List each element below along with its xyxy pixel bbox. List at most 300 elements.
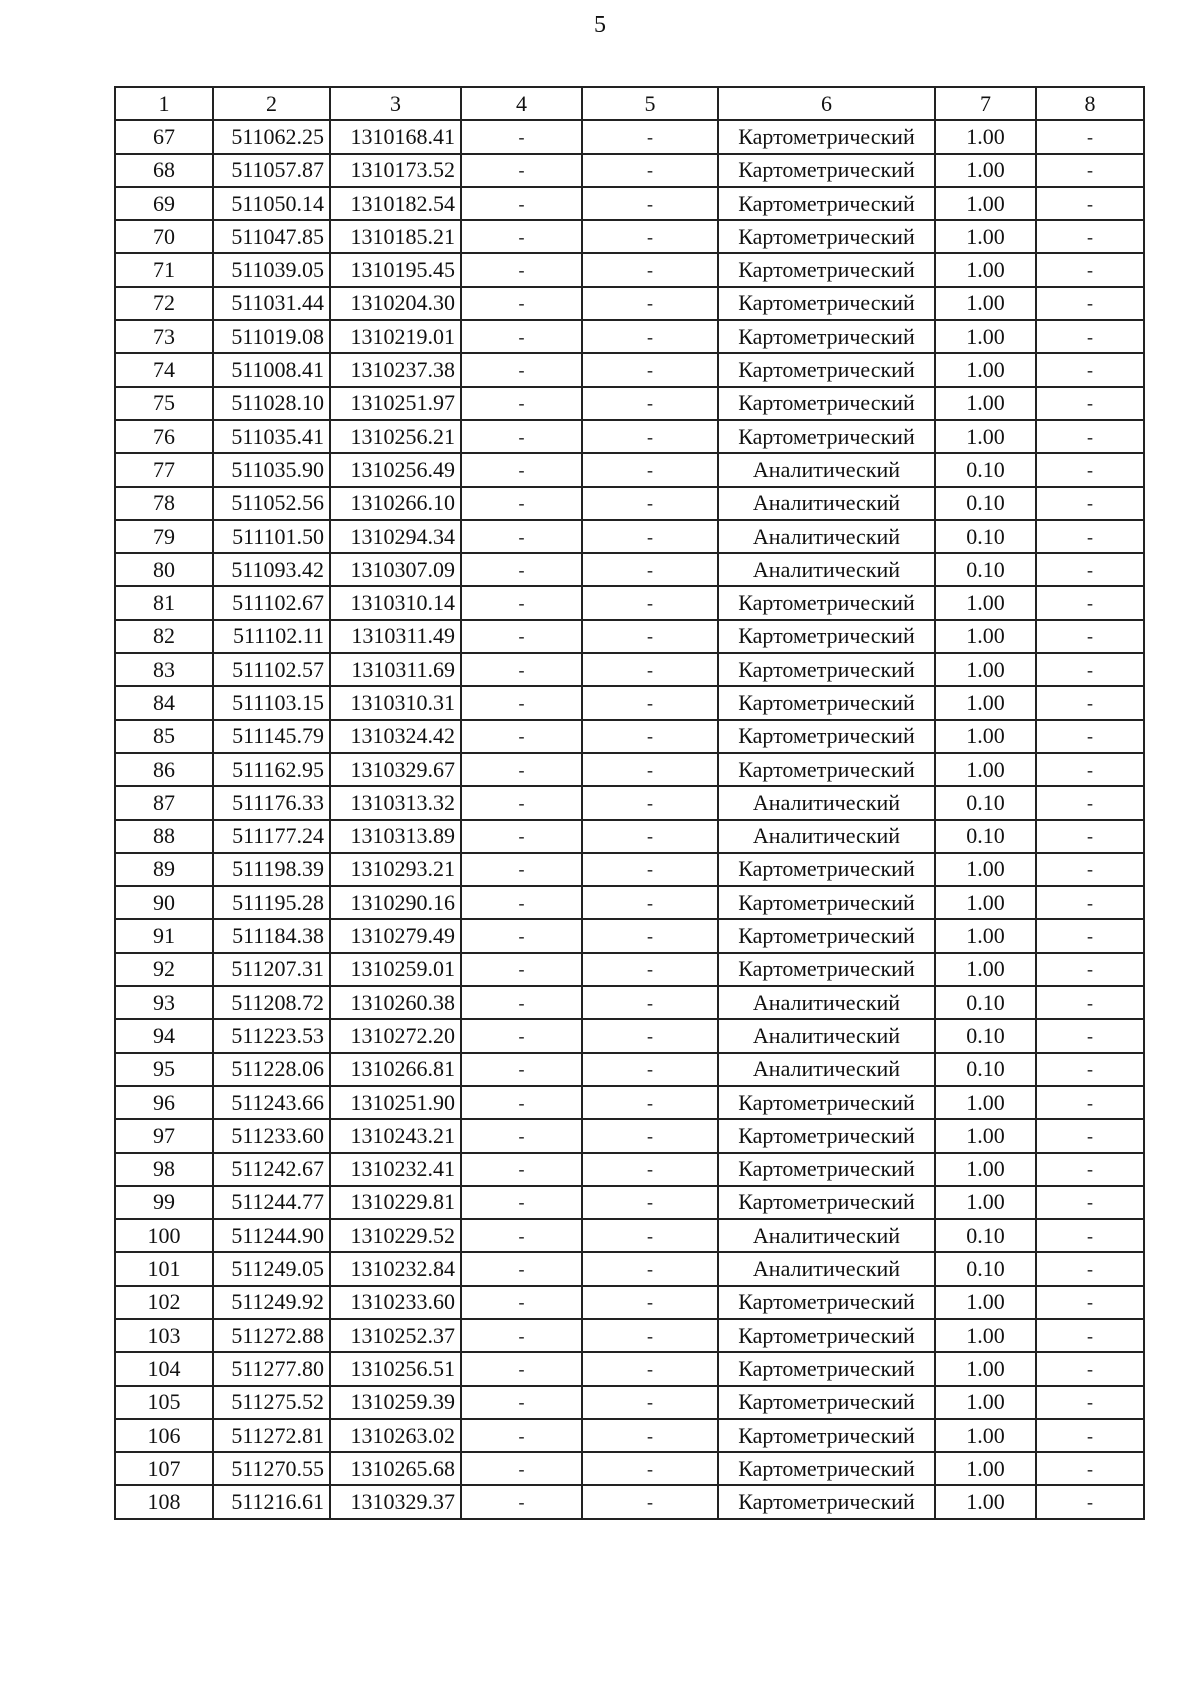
col-x-cell: 511228.06 (213, 1053, 330, 1086)
col-x-cell: 511035.90 (213, 453, 330, 486)
col-y-cell: 1310310.14 (330, 586, 461, 619)
coordinates-table (114, 86, 1145, 1520)
col-x-cell: 511050.14 (213, 187, 330, 220)
col-5-cell: - (582, 653, 718, 686)
col-5-cell: - (582, 986, 718, 1019)
table-row (115, 1252, 1144, 1285)
col-y-cell: 1310266.81 (330, 1053, 461, 1086)
table-row (115, 1086, 1144, 1119)
col-y-cell: 1310324.42 (330, 720, 461, 753)
col-8-cell: - (1036, 953, 1144, 986)
col-8-cell: - (1036, 586, 1144, 619)
col-x-cell: 511242.67 (213, 1153, 330, 1186)
col-accuracy-cell: 1.00 (935, 653, 1036, 686)
col-5-cell: - (582, 287, 718, 320)
col-method-cell: Картометрический (718, 387, 935, 420)
column-header-2: 2 (213, 87, 330, 120)
col-accuracy-cell: 1.00 (935, 1153, 1036, 1186)
col-accuracy-cell: 1.00 (935, 320, 1036, 353)
col-y-cell: 1310272.20 (330, 1019, 461, 1052)
col-y-cell: 1310259.01 (330, 953, 461, 986)
col-method-cell: Аналитический (718, 1219, 935, 1252)
col-8-cell: - (1036, 154, 1144, 187)
col-point-number-cell: 102 (115, 1286, 213, 1319)
col-point-number-cell: 104 (115, 1352, 213, 1385)
col-method-cell: Картометрический (718, 1452, 935, 1485)
col-accuracy-cell: 1.00 (935, 919, 1036, 952)
table-row (115, 853, 1144, 886)
col-point-number-cell: 75 (115, 387, 213, 420)
col-8-cell: - (1036, 919, 1144, 952)
table-row (115, 953, 1144, 986)
col-4-cell: - (461, 187, 582, 220)
col-8-cell: - (1036, 1153, 1144, 1186)
col-point-number-cell: 69 (115, 187, 213, 220)
col-5-cell: - (582, 253, 718, 286)
col-8-cell: - (1036, 1386, 1144, 1419)
col-point-number-cell: 93 (115, 986, 213, 1019)
col-y-cell: 1310293.21 (330, 853, 461, 886)
table-row (115, 453, 1144, 486)
col-5-cell: - (582, 1452, 718, 1485)
col-5-cell: - (582, 187, 718, 220)
col-8-cell: - (1036, 120, 1144, 153)
col-x-cell: 511101.50 (213, 520, 330, 553)
col-method-cell: Картометрический (718, 653, 935, 686)
col-point-number-cell: 97 (115, 1119, 213, 1152)
col-y-cell: 1310256.49 (330, 453, 461, 486)
col-4-cell: - (461, 220, 582, 253)
col-4-cell: - (461, 287, 582, 320)
col-point-number-cell: 94 (115, 1019, 213, 1052)
col-accuracy-cell: 1.00 (935, 420, 1036, 453)
col-point-number-cell: 68 (115, 154, 213, 187)
col-accuracy-cell: 1.00 (935, 1086, 1036, 1119)
col-method-cell: Аналитический (718, 820, 935, 853)
col-8-cell: - (1036, 1452, 1144, 1485)
col-method-cell: Аналитический (718, 1252, 935, 1285)
col-y-cell: 1310195.45 (330, 253, 461, 286)
col-y-cell: 1310266.10 (330, 487, 461, 520)
table-row (115, 1119, 1144, 1152)
col-y-cell: 1310310.31 (330, 686, 461, 719)
table-body (115, 120, 1144, 1518)
col-4-cell: - (461, 1053, 582, 1086)
col-5-cell: - (582, 320, 718, 353)
col-x-cell: 511184.38 (213, 919, 330, 952)
col-8-cell: - (1036, 520, 1144, 553)
col-method-cell: Картометрический (718, 1286, 935, 1319)
col-method-cell: Аналитический (718, 1053, 935, 1086)
col-x-cell: 511176.33 (213, 786, 330, 819)
col-4-cell: - (461, 154, 582, 187)
column-header-1: 1 (115, 87, 213, 120)
col-4-cell: - (461, 786, 582, 819)
col-5-cell: - (582, 154, 718, 187)
col-5-cell: - (582, 919, 718, 952)
col-8-cell: - (1036, 420, 1144, 453)
table-row (115, 187, 1144, 220)
table-row (115, 753, 1144, 786)
table-row (115, 320, 1144, 353)
col-point-number-cell: 70 (115, 220, 213, 253)
col-8-cell: - (1036, 1252, 1144, 1285)
table-header-row (115, 87, 1144, 120)
table-row (115, 586, 1144, 619)
col-accuracy-cell: 1.00 (935, 253, 1036, 286)
col-method-cell: Картометрический (718, 620, 935, 653)
table-row (115, 686, 1144, 719)
col-5-cell: - (582, 1252, 718, 1285)
col-8-cell: - (1036, 253, 1144, 286)
col-y-cell: 1310232.41 (330, 1153, 461, 1186)
col-point-number-cell: 84 (115, 686, 213, 719)
col-4-cell: - (461, 953, 582, 986)
col-5-cell: - (582, 820, 718, 853)
col-x-cell: 511272.81 (213, 1419, 330, 1452)
col-8-cell: - (1036, 487, 1144, 520)
col-y-cell: 1310259.39 (330, 1386, 461, 1419)
col-point-number-cell: 89 (115, 853, 213, 886)
col-y-cell: 1310263.02 (330, 1419, 461, 1452)
col-5-cell: - (582, 1219, 718, 1252)
col-5-cell: - (582, 1352, 718, 1385)
col-method-cell: Картометрический (718, 853, 935, 886)
col-8-cell: - (1036, 320, 1144, 353)
col-accuracy-cell: 1.00 (935, 620, 1036, 653)
table-row (115, 387, 1144, 420)
table-row (115, 1219, 1144, 1252)
col-y-cell: 1310237.38 (330, 353, 461, 386)
col-5-cell: - (582, 1119, 718, 1152)
col-y-cell: 1310279.49 (330, 919, 461, 952)
col-8-cell: - (1036, 620, 1144, 653)
col-8-cell: - (1036, 1352, 1144, 1385)
col-5-cell: - (582, 886, 718, 919)
col-accuracy-cell: 1.00 (935, 287, 1036, 320)
col-x-cell: 511277.80 (213, 1352, 330, 1385)
table-row (115, 1286, 1144, 1319)
table-row (115, 986, 1144, 1019)
column-header-6: 6 (718, 87, 935, 120)
col-method-cell: Аналитический (718, 453, 935, 486)
col-x-cell: 511102.11 (213, 620, 330, 653)
col-x-cell: 511093.42 (213, 553, 330, 586)
col-5-cell: - (582, 553, 718, 586)
col-8-cell: - (1036, 1419, 1144, 1452)
col-point-number-cell: 91 (115, 919, 213, 952)
col-accuracy-cell: 1.00 (935, 853, 1036, 886)
col-accuracy-cell: 0.10 (935, 1053, 1036, 1086)
col-point-number-cell: 85 (115, 720, 213, 753)
col-accuracy-cell: 0.10 (935, 786, 1036, 819)
col-4-cell: - (461, 720, 582, 753)
col-point-number-cell: 103 (115, 1319, 213, 1352)
col-y-cell: 1310290.16 (330, 886, 461, 919)
column-header-8: 8 (1036, 87, 1144, 120)
col-point-number-cell: 100 (115, 1219, 213, 1252)
col-5-cell: - (582, 753, 718, 786)
col-x-cell: 511062.25 (213, 120, 330, 153)
column-header-7: 7 (935, 87, 1036, 120)
col-method-cell: Картометрический (718, 1153, 935, 1186)
col-8-cell: - (1036, 1485, 1144, 1518)
col-x-cell: 511057.87 (213, 154, 330, 187)
col-point-number-cell: 101 (115, 1252, 213, 1285)
col-method-cell: Картометрический (718, 1485, 935, 1518)
col-y-cell: 1310329.67 (330, 753, 461, 786)
col-point-number-cell: 82 (115, 620, 213, 653)
col-4-cell: - (461, 1086, 582, 1119)
col-accuracy-cell: 0.10 (935, 487, 1036, 520)
col-5-cell: - (582, 387, 718, 420)
col-5-cell: - (582, 1319, 718, 1352)
col-4-cell: - (461, 1419, 582, 1452)
col-accuracy-cell: 1.00 (935, 120, 1036, 153)
col-8-cell: - (1036, 886, 1144, 919)
table-row (115, 1419, 1144, 1452)
col-accuracy-cell: 1.00 (935, 686, 1036, 719)
col-point-number-cell: 79 (115, 520, 213, 553)
col-method-cell: Картометрический (718, 187, 935, 220)
col-accuracy-cell: 0.10 (935, 1252, 1036, 1285)
col-method-cell: Аналитический (718, 786, 935, 819)
col-y-cell: 1310311.69 (330, 653, 461, 686)
col-x-cell: 511233.60 (213, 1119, 330, 1152)
col-4-cell: - (461, 686, 582, 719)
col-4-cell: - (461, 986, 582, 1019)
col-method-cell: Аналитический (718, 487, 935, 520)
col-method-cell: Картометрический (718, 154, 935, 187)
col-accuracy-cell: 1.00 (935, 1452, 1036, 1485)
col-4-cell: - (461, 1286, 582, 1319)
table-row (115, 1186, 1144, 1219)
col-4-cell: - (461, 253, 582, 286)
col-4-cell: - (461, 1485, 582, 1518)
col-accuracy-cell: 1.00 (935, 1286, 1036, 1319)
col-5-cell: - (582, 1153, 718, 1186)
col-method-cell: Картометрический (718, 1319, 935, 1352)
col-8-cell: - (1036, 453, 1144, 486)
col-method-cell: Аналитический (718, 520, 935, 553)
col-y-cell: 1310204.30 (330, 287, 461, 320)
col-5-cell: - (582, 1485, 718, 1518)
column-header-5: 5 (582, 87, 718, 120)
col-method-cell: Аналитический (718, 1019, 935, 1052)
table-row (115, 1019, 1144, 1052)
col-y-cell: 1310252.37 (330, 1319, 461, 1352)
col-x-cell: 511272.88 (213, 1319, 330, 1352)
col-accuracy-cell: 0.10 (935, 453, 1036, 486)
col-x-cell: 511177.24 (213, 820, 330, 853)
col-point-number-cell: 83 (115, 653, 213, 686)
col-accuracy-cell: 1.00 (935, 586, 1036, 619)
table-row (115, 620, 1144, 653)
col-accuracy-cell: 1.00 (935, 753, 1036, 786)
col-4-cell: - (461, 553, 582, 586)
col-method-cell: Картометрический (718, 1419, 935, 1452)
col-accuracy-cell: 1.00 (935, 154, 1036, 187)
col-accuracy-cell: 1.00 (935, 1319, 1036, 1352)
col-8-cell: - (1036, 1086, 1144, 1119)
col-point-number-cell: 92 (115, 953, 213, 986)
col-5-cell: - (582, 1086, 718, 1119)
table-row (115, 220, 1144, 253)
col-point-number-cell: 88 (115, 820, 213, 853)
col-x-cell: 511207.31 (213, 953, 330, 986)
col-y-cell: 1310251.97 (330, 387, 461, 420)
col-x-cell: 511223.53 (213, 1019, 330, 1052)
table-row (115, 1485, 1144, 1518)
col-x-cell: 511039.05 (213, 253, 330, 286)
col-y-cell: 1310185.21 (330, 220, 461, 253)
col-4-cell: - (461, 1186, 582, 1219)
col-4-cell: - (461, 420, 582, 453)
col-4-cell: - (461, 453, 582, 486)
table-row (115, 820, 1144, 853)
col-accuracy-cell: 0.10 (935, 986, 1036, 1019)
col-method-cell: Картометрический (718, 253, 935, 286)
col-y-cell: 1310219.01 (330, 320, 461, 353)
col-4-cell: - (461, 1352, 582, 1385)
col-point-number-cell: 86 (115, 753, 213, 786)
col-5-cell: - (582, 453, 718, 486)
col-x-cell: 511198.39 (213, 853, 330, 886)
col-method-cell: Картометрический (718, 919, 935, 952)
col-point-number-cell: 98 (115, 1153, 213, 1186)
col-5-cell: - (582, 420, 718, 453)
col-y-cell: 1310313.89 (330, 820, 461, 853)
col-point-number-cell: 107 (115, 1452, 213, 1485)
col-4-cell: - (461, 1252, 582, 1285)
col-point-number-cell: 90 (115, 886, 213, 919)
col-5-cell: - (582, 853, 718, 886)
col-x-cell: 511052.56 (213, 487, 330, 520)
table-row (115, 1386, 1144, 1419)
col-method-cell: Картометрический (718, 220, 935, 253)
col-8-cell: - (1036, 1053, 1144, 1086)
col-5-cell: - (582, 953, 718, 986)
col-4-cell: - (461, 586, 582, 619)
col-accuracy-cell: 1.00 (935, 1386, 1036, 1419)
col-8-cell: - (1036, 853, 1144, 886)
table-row (115, 720, 1144, 753)
col-method-cell: Картометрический (718, 953, 935, 986)
col-accuracy-cell: 0.10 (935, 553, 1036, 586)
col-point-number-cell: 108 (115, 1485, 213, 1518)
col-method-cell: Картометрический (718, 753, 935, 786)
col-y-cell: 1310251.90 (330, 1086, 461, 1119)
col-x-cell: 511249.05 (213, 1252, 330, 1285)
col-point-number-cell: 73 (115, 320, 213, 353)
col-4-cell: - (461, 1153, 582, 1186)
col-5-cell: - (582, 786, 718, 819)
col-method-cell: Картометрический (718, 586, 935, 619)
col-accuracy-cell: 0.10 (935, 1219, 1036, 1252)
col-4-cell: - (461, 1019, 582, 1052)
col-y-cell: 1310260.38 (330, 986, 461, 1019)
col-point-number-cell: 71 (115, 253, 213, 286)
col-x-cell: 511031.44 (213, 287, 330, 320)
col-y-cell: 1310265.68 (330, 1452, 461, 1485)
col-y-cell: 1310311.49 (330, 620, 461, 653)
table-row (115, 1153, 1144, 1186)
table-row (115, 886, 1144, 919)
col-x-cell: 511249.92 (213, 1286, 330, 1319)
col-x-cell: 511162.95 (213, 753, 330, 786)
col-y-cell: 1310173.52 (330, 154, 461, 187)
col-8-cell: - (1036, 986, 1144, 1019)
col-point-number-cell: 81 (115, 586, 213, 619)
col-5-cell: - (582, 1019, 718, 1052)
col-accuracy-cell: 1.00 (935, 1485, 1036, 1518)
col-y-cell: 1310256.21 (330, 420, 461, 453)
col-accuracy-cell: 0.10 (935, 820, 1036, 853)
col-4-cell: - (461, 120, 582, 153)
col-method-cell: Картометрический (718, 1119, 935, 1152)
col-x-cell: 511243.66 (213, 1086, 330, 1119)
col-x-cell: 511103.15 (213, 686, 330, 719)
table-row (115, 353, 1144, 386)
col-x-cell: 511102.57 (213, 653, 330, 686)
col-y-cell: 1310232.84 (330, 1252, 461, 1285)
col-4-cell: - (461, 886, 582, 919)
col-point-number-cell: 67 (115, 120, 213, 153)
col-8-cell: - (1036, 1119, 1144, 1152)
col-method-cell: Картометрический (718, 353, 935, 386)
col-y-cell: 1310294.34 (330, 520, 461, 553)
col-x-cell: 511275.52 (213, 1386, 330, 1419)
col-accuracy-cell: 0.10 (935, 1019, 1036, 1052)
col-5-cell: - (582, 720, 718, 753)
col-x-cell: 511244.77 (213, 1186, 330, 1219)
col-accuracy-cell: 1.00 (935, 1186, 1036, 1219)
col-x-cell: 511028.10 (213, 387, 330, 420)
col-8-cell: - (1036, 1319, 1144, 1352)
col-accuracy-cell: 1.00 (935, 1419, 1036, 1452)
col-8-cell: - (1036, 187, 1144, 220)
table-row (115, 653, 1144, 686)
col-8-cell: - (1036, 220, 1144, 253)
col-accuracy-cell: 1.00 (935, 886, 1036, 919)
col-y-cell: 1310229.81 (330, 1186, 461, 1219)
col-5-cell: - (582, 353, 718, 386)
col-5-cell: - (582, 686, 718, 719)
col-point-number-cell: 76 (115, 420, 213, 453)
col-8-cell: - (1036, 686, 1144, 719)
col-point-number-cell: 80 (115, 553, 213, 586)
col-y-cell: 1310233.60 (330, 1286, 461, 1319)
col-point-number-cell: 106 (115, 1419, 213, 1452)
col-4-cell: - (461, 387, 582, 420)
col-5-cell: - (582, 120, 718, 153)
col-8-cell: - (1036, 1019, 1144, 1052)
col-x-cell: 511216.61 (213, 1485, 330, 1518)
table-row (115, 786, 1144, 819)
col-point-number-cell: 105 (115, 1386, 213, 1419)
col-accuracy-cell: 0.10 (935, 520, 1036, 553)
col-8-cell: - (1036, 653, 1144, 686)
col-8-cell: - (1036, 1219, 1144, 1252)
table-row (115, 253, 1144, 286)
col-accuracy-cell: 1.00 (935, 953, 1036, 986)
col-8-cell: - (1036, 1286, 1144, 1319)
col-method-cell: Картометрический (718, 720, 935, 753)
col-x-cell: 511035.41 (213, 420, 330, 453)
col-4-cell: - (461, 520, 582, 553)
col-point-number-cell: 99 (115, 1186, 213, 1219)
col-point-number-cell: 72 (115, 287, 213, 320)
